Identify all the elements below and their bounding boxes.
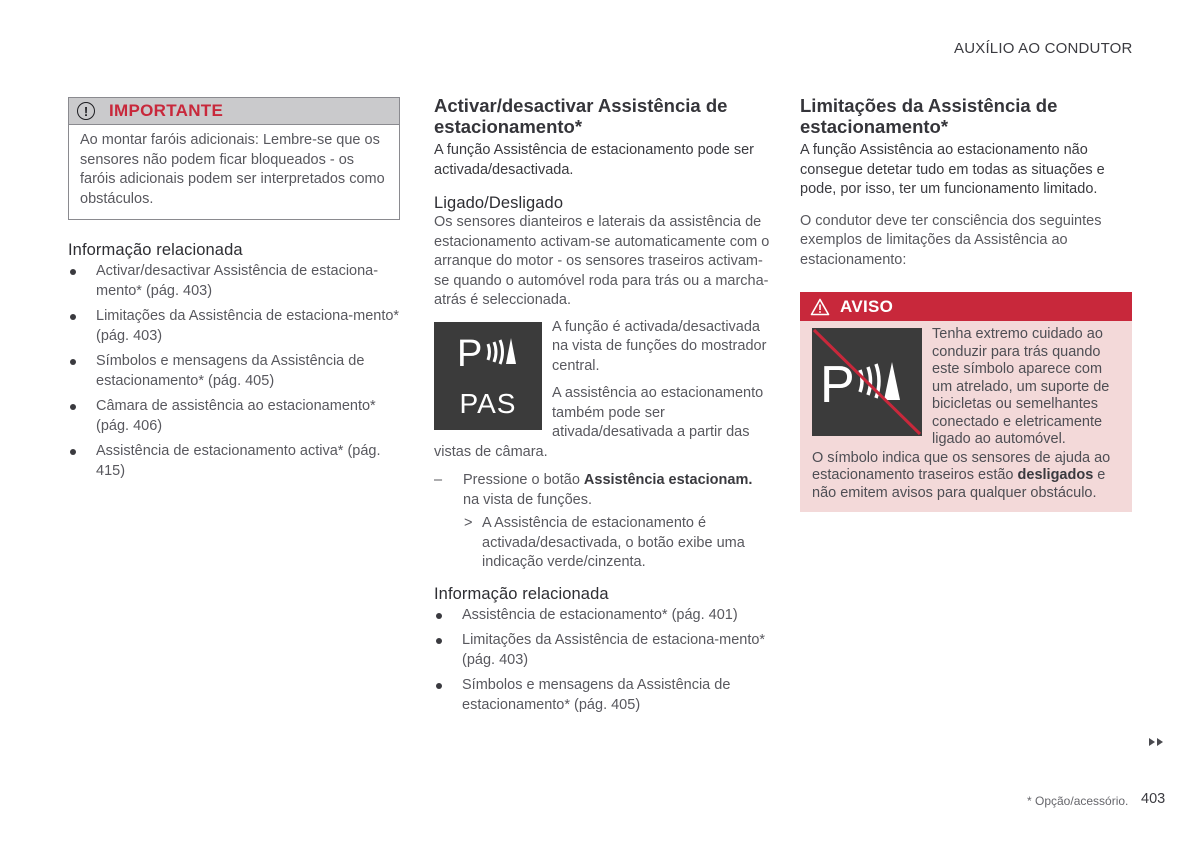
list-item[interactable]: Assistência de estacionamento activa* (pág. 415): [68, 442, 400, 481]
limitations-paragraph: O condutor deve ter consciência dos seguintes exemplos de limitações da Assistência ao estacionamento:: [800, 212, 1102, 268]
button-name: Assistência estacionam.: [583, 472, 753, 488]
related-info-list: [68, 262, 400, 481]
parking-sensor-off-icon: [812, 328, 922, 436]
parking-sensor-icon: [434, 322, 542, 392]
sensors-paragraph: Os sensores dianteiros e laterais da assistência de estacionamento activam-se automaticamente com o arranque do motor - os sensores traseiros activam-se quando o automóvel roda para trás ou a marcha-atrás é seleccionada.: [434, 214, 770, 308]
list-item[interactable]: Activar/desactivar Assistência de estaciona-mento* (pág. 403): [68, 262, 400, 301]
function-view-paragraph: A função é activada/desactivada na vista de funções do mostrador central.: [552, 318, 767, 374]
limitations-intro: A função Assistência ao estacionamento não consegue detetar tudo em todas as situações e pode, por isso, ter um funcionamento limitado.: [800, 142, 1105, 197]
bullet-icon: [70, 449, 76, 455]
important-header: [69, 98, 399, 125]
bullet-icon: [70, 359, 76, 365]
footnote: * Opção/acessório.: [1027, 794, 1129, 808]
list-item[interactable]: Assistência de estacionamento* (pág. 401): [434, 606, 770, 626]
related-info-list-2: [434, 606, 770, 716]
page-number: 403: [1141, 791, 1166, 807]
svg-text:P: P: [457, 332, 483, 375]
related-info-heading: Informação relacionada: [68, 241, 243, 259]
important-body: Ao montar faróis adicionais: Lembre-se que os sensores não podem ficar bloqueados - os faróis adicionais podem ser interpretados como obstáculos.: [80, 132, 385, 207]
warning-note: O símbolo indica que os sensores de ajuda ao estacionamento traseiros estão desligados e não emitem avisos para qualquer obstáculo.: [812, 449, 1111, 501]
result-arrow-icon: >: [464, 515, 473, 531]
limitations-heading: Limitações da Assistência de estacionamento*: [800, 95, 1058, 137]
pas-label: PAS: [459, 387, 517, 419]
warning-triangle-icon: [810, 298, 830, 316]
bullet-icon: [70, 404, 76, 410]
warning-text: Tenha extremo cuidado ao conduzir para trás quando este símbolo aparece com um atrelado, um suporte de bicicletas ou semelhantes conectado e eletricamente ligado ao automóvel.: [932, 326, 1110, 447]
list-item[interactable]: Câmara de assistência ao estacionamento* (pág. 406): [68, 397, 400, 436]
pas-block: [434, 318, 770, 463]
list-item[interactable]: Limitações da Assistência de estaciona-mento* (pág. 403): [68, 307, 400, 346]
instruction-step: – Pressione o botão Assistência estacionam. na vista de funções.: [434, 472, 753, 508]
bullet-icon: [70, 314, 76, 320]
off-state-label: desligados: [1017, 467, 1094, 483]
bullet-icon: [436, 613, 442, 619]
warning-notice: [800, 292, 1132, 512]
warning-header: [800, 292, 1132, 321]
left-column: [68, 97, 400, 487]
sensors-off-symbol-image: [812, 328, 922, 436]
list-item[interactable]: Símbolos e mensagens da Assistência de estacionamento* (pág. 405): [434, 676, 770, 715]
warning-title: AVISO: [840, 296, 894, 316]
svg-text:P: P: [820, 356, 855, 414]
warning-body: [800, 321, 1132, 512]
list-item[interactable]: Limitações da Assistência de estaciona-mento* (pág. 403): [434, 631, 770, 670]
parking-assist-button-image: [434, 322, 542, 430]
right-column: [800, 95, 1132, 512]
related-info-heading-2: Informação relacionada: [434, 584, 609, 603]
middle-column: [434, 95, 770, 721]
instruction-result: > A Assistência de estacionamento é activada/desactivada, o botão exibe uma indicação verde/cinzenta.: [464, 515, 745, 570]
activate-intro: A função Assistência de estacionamento pode ser activada/desactivada.: [434, 142, 755, 178]
on-off-heading: Ligado/Desligado: [434, 194, 564, 212]
important-title: IMPORTANTE: [109, 101, 224, 120]
camera-view-paragraph: A assistência ao estacionamento também pode ser ativada/desativada a partir das vistas de câmara.: [434, 385, 764, 460]
bullet-icon: [436, 638, 442, 644]
section-header: AUXÍLIO AO CONDUTOR: [954, 40, 1133, 57]
important-notice: [68, 97, 400, 220]
exclamation-circle-icon: !: [77, 102, 95, 120]
bullet-icon: [436, 683, 442, 689]
continue-icon: [1148, 734, 1166, 752]
bullet-icon: [70, 269, 76, 275]
list-item[interactable]: Símbolos e mensagens da Assistência de estacionamento* (pág. 405): [68, 352, 400, 391]
activate-heading: Activar/desactivar Assistência de estacionamento*: [434, 95, 728, 137]
